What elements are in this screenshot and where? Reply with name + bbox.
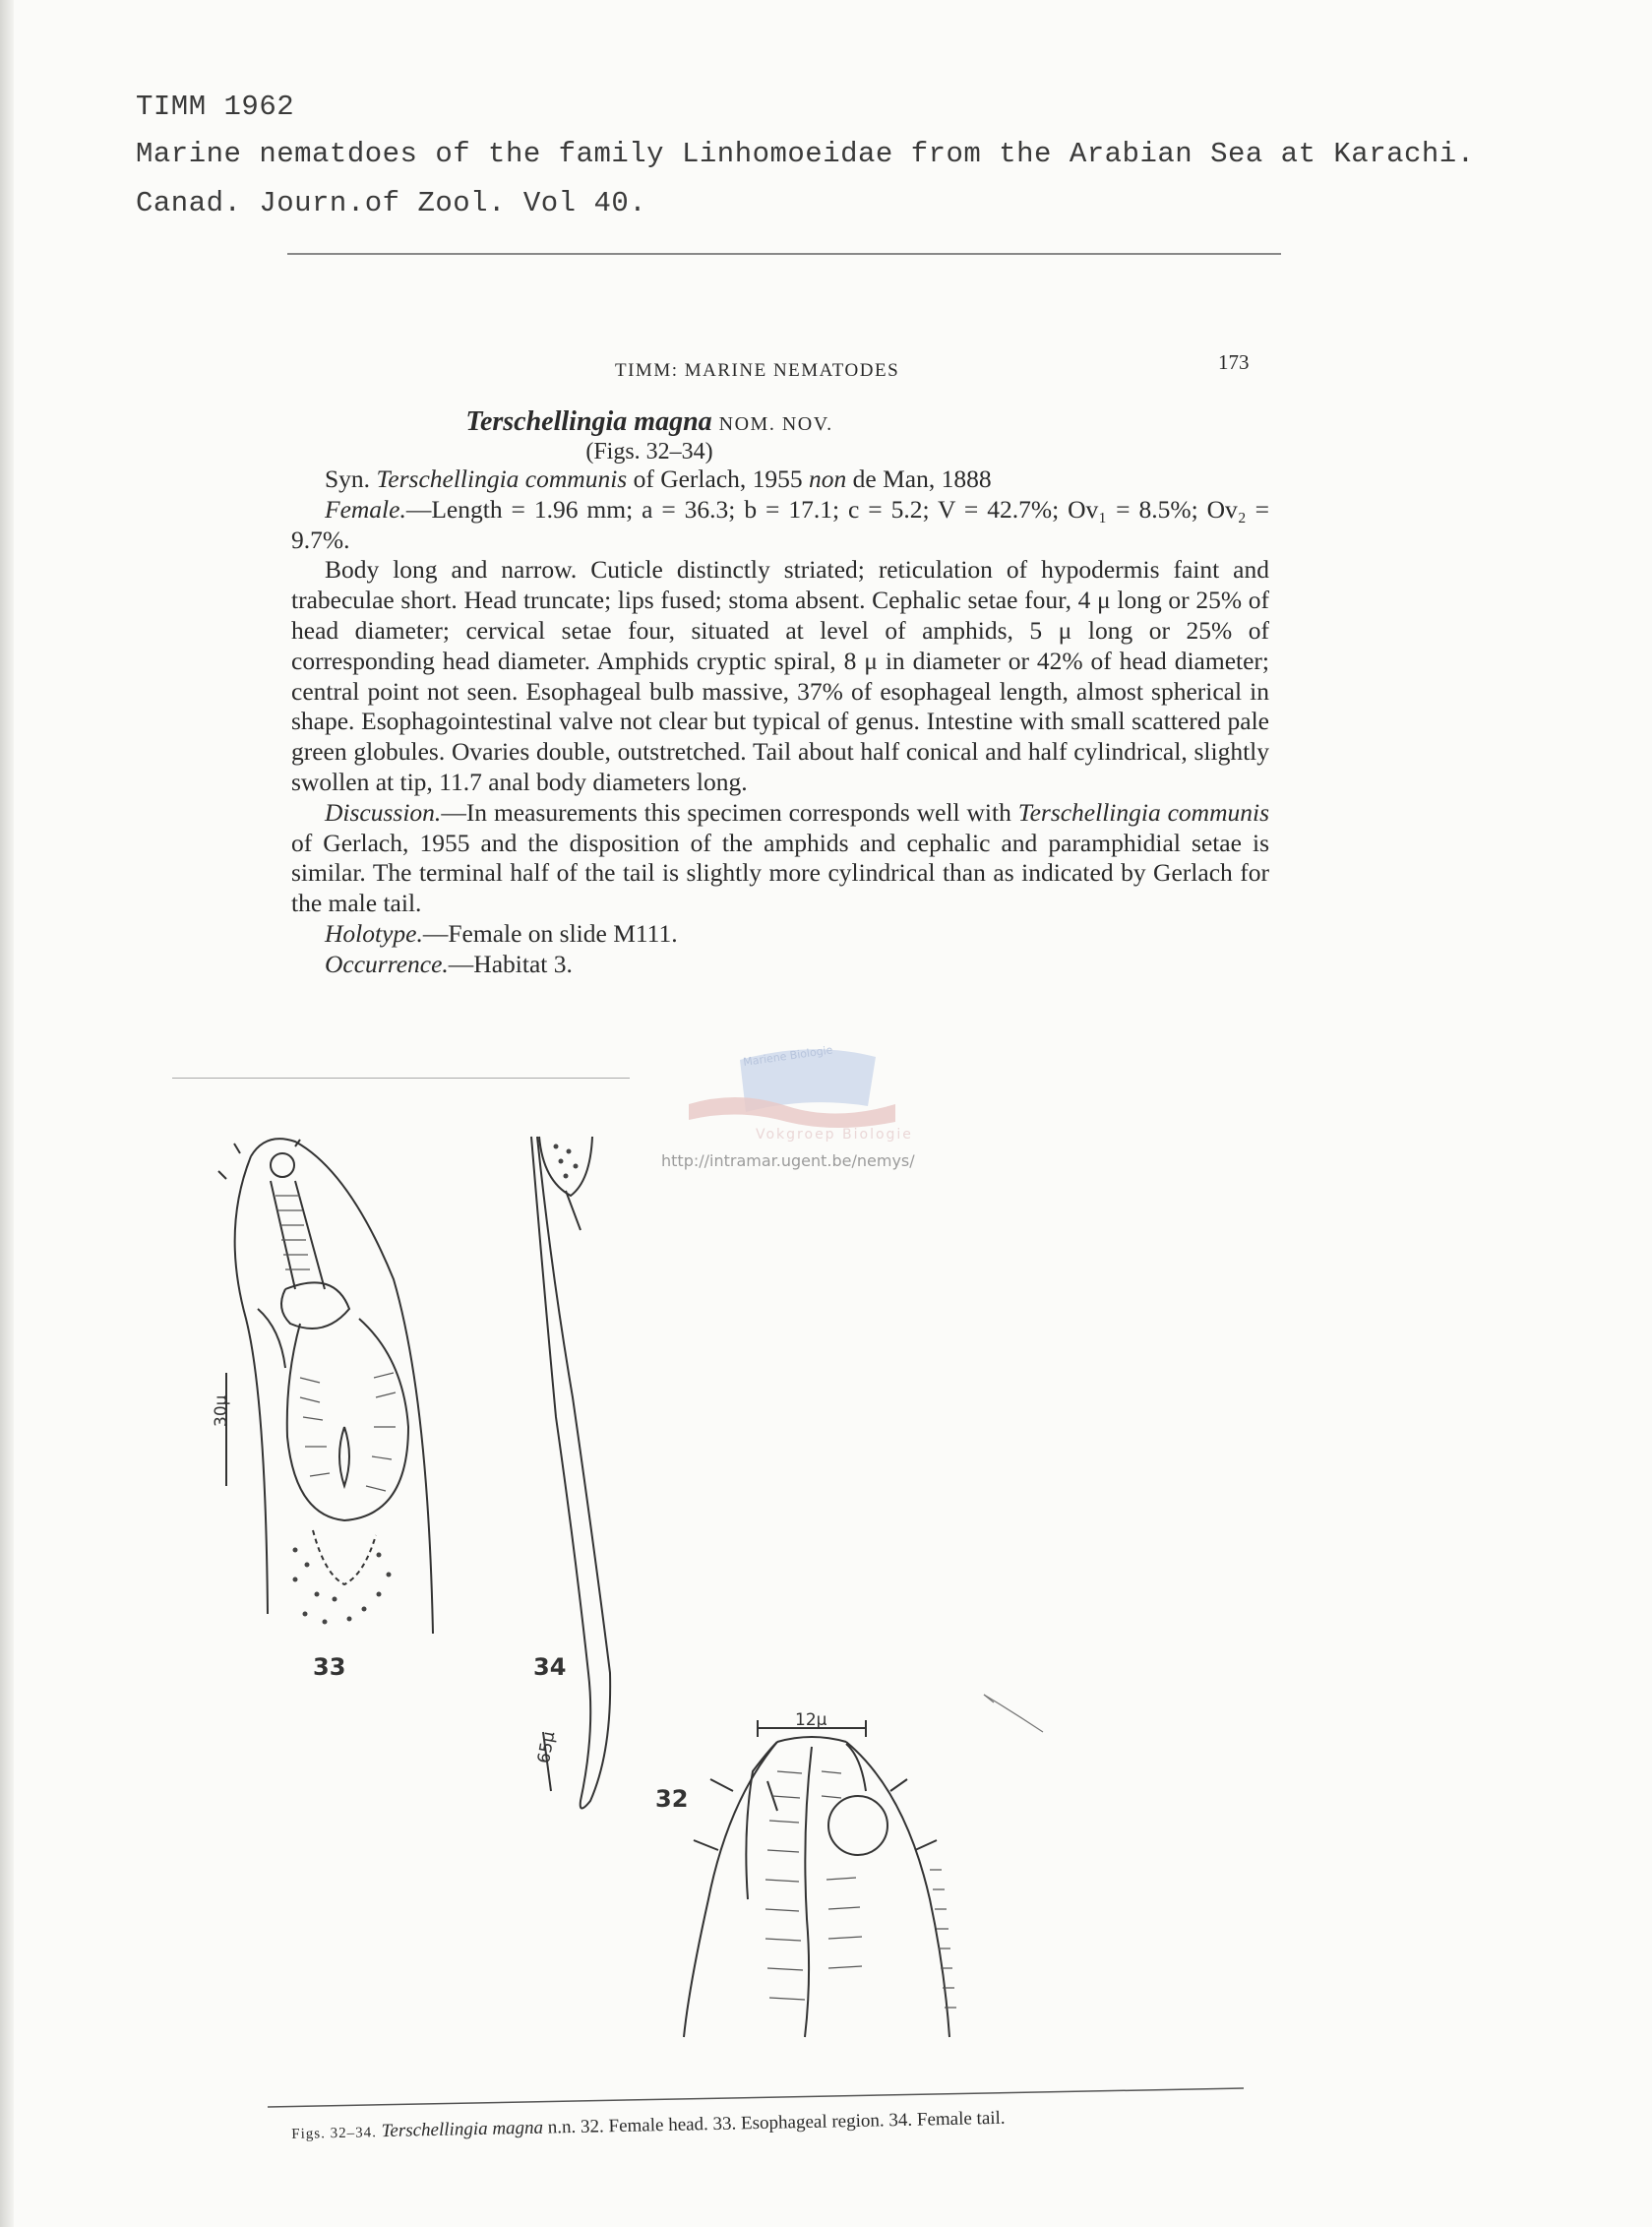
watermark-arc-text: Mariene Biologie xyxy=(742,1043,834,1069)
species-title xyxy=(0,406,1299,438)
fig34-scale-label: 65μ xyxy=(534,1730,560,1765)
synonymy-line: Syn. Terschellingia communis of Gerlach, 1955 non de Man, 1888 xyxy=(325,464,992,493)
fig33-striations xyxy=(275,1196,396,1491)
header-rule xyxy=(287,253,1281,255)
species-name: Terschellingia magna xyxy=(465,406,712,437)
species-description-body xyxy=(291,464,1269,980)
discussion-paragraph: Discussion.—In measurements this specimen corresponds well with Terschellingia communis of Gerlach, 1955 and the disposition of the amphids and cephalic and paramphidial setae is similar. The terminal half of the tail is slightly more cylindrical than as indicated by Gerlach for the male tail. xyxy=(291,797,1270,918)
fig32-outline-rule xyxy=(984,1695,1043,1732)
caption-prefix: Figs. 32–34. xyxy=(291,2125,382,2142)
typed-citation-title: Marine nematdoes of the family Linhomoeidae from the Arabian Sea at Karachi. xyxy=(136,138,1475,170)
typed-citation-journal: Canad. Journ.of Zool. Vol 40. xyxy=(136,187,647,219)
caption-species: Terschellingia magna xyxy=(381,2117,544,2142)
female-measurements: Female.—Length = 1.96 mm; a = 36.3; b = 17.1; c = 5.2; V = 42.7%; Ov₁ = 8.5%; Ov₂ = 9.7%. xyxy=(291,494,1269,554)
figure-caption xyxy=(291,2101,1236,2147)
typed-citation-author-year: TIMM 1962 xyxy=(136,91,295,123)
watermark-url: http://intramar.ugent.be/nemys/ xyxy=(661,1151,915,1170)
page-number: 173 xyxy=(1218,350,1250,374)
caption-text: n.n. 32. Female head. 33. Esophageal region. 34. Female tail. xyxy=(542,2107,1006,2138)
fig34-drawing xyxy=(531,1137,610,1809)
fig33-number: 33 xyxy=(313,1653,346,1681)
fig33-drawing xyxy=(218,1139,433,1634)
species-status: NOM. NOV. xyxy=(718,413,833,435)
figure-reference: (Figs. 32–34) xyxy=(585,439,713,464)
fig32-drawing xyxy=(684,1720,949,2037)
occurrence-line: Occurrence.—Habitat 3. xyxy=(325,949,573,978)
watermark-subtext: Vokgroep Biologie xyxy=(756,1127,913,1143)
fig33-globules xyxy=(293,1548,392,1625)
fig32-number: 32 xyxy=(655,1785,689,1813)
fig32-scale-label: 12μ xyxy=(795,1710,827,1730)
running-head: TIMM: MARINE NEMATODES xyxy=(615,360,900,381)
fig32-striations xyxy=(765,1771,956,2008)
fig33-scale-label: 30μ xyxy=(212,1394,231,1427)
description-paragraph: Body long and narrow. Cuticle distinctly striated; reticulation of hypodermis faint and trabeculae short. Head truncate; lips fused; stoma absent. Cephalic setae four, 4 μ long or 25% of head diameter; cervical setae four, situated at level of amphids, 5 μ long or 25% of corresponding head diameter. Amphids cryptic spiral, 8 μ in diameter or 42% of head diameter; central point not seen. Esophageal bulb massive, 37% of esophageal length, almost spherical in shape. Esophagointestinal valve not clear but typical of genus. Intestine with small scattered pale green globules. Ovaries double, outstretched. Tail about half conical and half cylindrical, slightly swollen at tip, 11.7 anal body diameters long. xyxy=(291,555,1269,796)
scan-edge xyxy=(0,0,14,2227)
fig34-number: 34 xyxy=(533,1653,567,1681)
watermark-logo xyxy=(689,1035,895,1134)
section-rule xyxy=(172,1078,630,1079)
fig34-globules xyxy=(554,1144,579,1179)
holotype-line: Holotype.—Female on slide M111. xyxy=(325,918,678,948)
